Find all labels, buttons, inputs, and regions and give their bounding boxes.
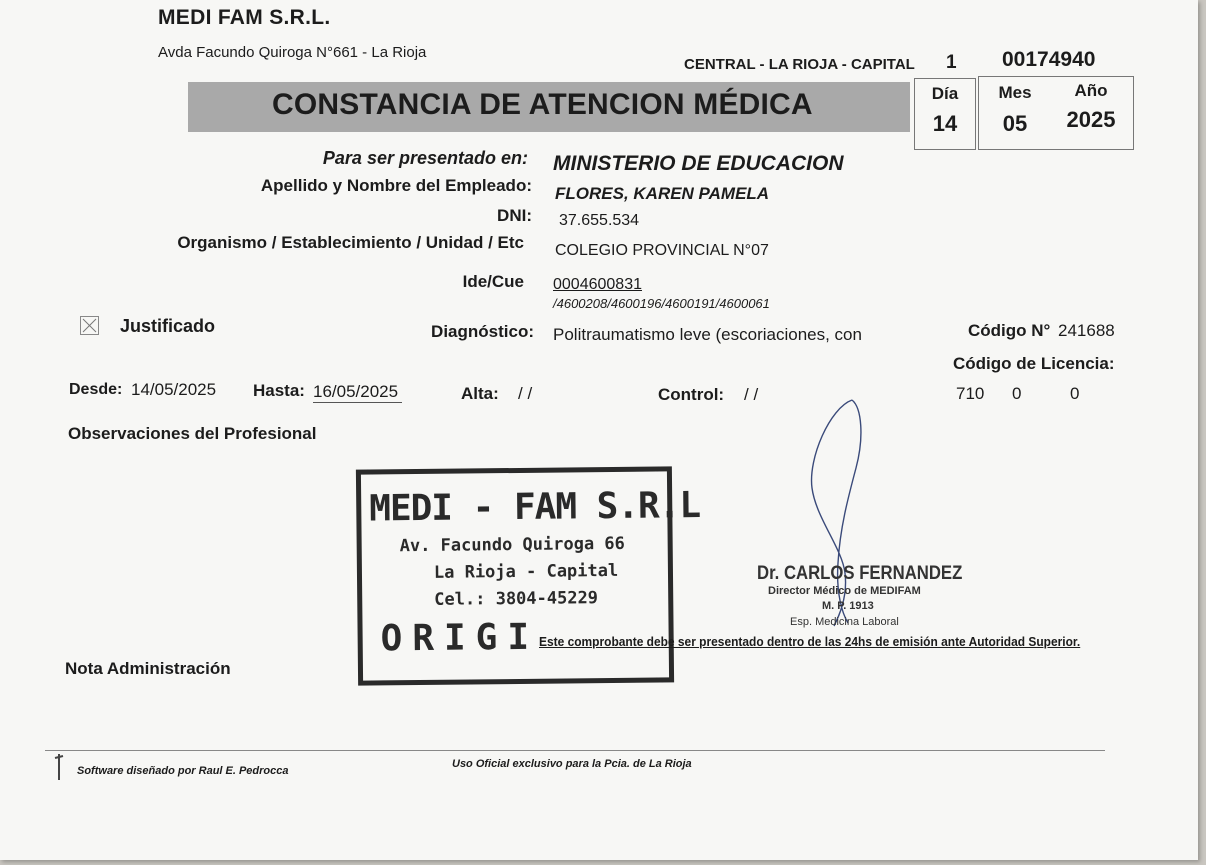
control-value: / / bbox=[744, 385, 759, 404]
alta-value: / / bbox=[518, 384, 533, 403]
license-value-1: 710 bbox=[956, 384, 985, 403]
document-number: 00174940 bbox=[1002, 48, 1096, 71]
day-box bbox=[914, 78, 976, 150]
month-year-box bbox=[978, 76, 1134, 150]
diagnosis-label: Diagnóstico: bbox=[431, 322, 534, 341]
presented-value: MINISTERIO DE EDUCACION bbox=[553, 152, 844, 175]
footer-divider bbox=[45, 750, 1105, 751]
stamp-line-2: Av. Facundo Quiroga 66 bbox=[399, 533, 625, 557]
company-name: MEDI FAM S.R.L. bbox=[158, 6, 331, 29]
control-label: Control: bbox=[658, 385, 725, 404]
month-value: 05 bbox=[1002, 111, 1028, 136]
software-credit: Software diseñado por Raul E. Pedrocca bbox=[77, 765, 289, 777]
dni-label: DNI: bbox=[497, 206, 532, 225]
diagnosis-value: Politraumatismo leve (escoriaciones, con bbox=[553, 325, 862, 344]
idecue-value: 0004600831 bbox=[553, 276, 642, 293]
idecue-extra: /4600208/4600196/4600191/4600061 bbox=[553, 296, 770, 311]
year-value: 2025 bbox=[1066, 107, 1116, 132]
dni-value: 37.655.534 bbox=[559, 212, 640, 229]
signer-role: Director Médico de MEDIFAM bbox=[768, 585, 921, 597]
signer-specialty: Esp. Medicina Laboral bbox=[790, 616, 899, 628]
stamp-line-3: La Rioja - Capital bbox=[433, 560, 619, 583]
day-label: Día bbox=[931, 84, 959, 103]
company-stamp bbox=[356, 466, 701, 685]
code-value: 241688 bbox=[1058, 321, 1115, 340]
stamp-line-1: MEDI - FAM S.R.L bbox=[369, 485, 701, 530]
branch-name: CENTRAL - LA RIOJA - CAPITAL bbox=[684, 56, 915, 73]
organization-label: Organismo / Establecimiento / Unidad / Etc bbox=[177, 233, 524, 252]
signer-license: M. P. 1913 bbox=[822, 600, 874, 612]
employee-label: Apellido y Nombre del Empleado: bbox=[260, 176, 532, 195]
license-label: Código de Licencia: bbox=[953, 354, 1115, 373]
checkbox-cross-icon bbox=[81, 317, 98, 334]
document-title: CONSTANCIA DE ATENCION MÉDICA bbox=[272, 88, 813, 121]
idecue-label: Ide/Cue bbox=[462, 272, 524, 291]
admin-note-label: Nota Administración bbox=[65, 659, 231, 678]
from-value: 14/05/2025 bbox=[131, 380, 217, 399]
signer-name: Dr. CARLOS FERNANDEZ bbox=[757, 563, 963, 584]
stamp-line-5: ORIGI bbox=[380, 616, 540, 660]
company-address: Avda Facundo Quiroga N°661 - La Rioja bbox=[158, 44, 427, 61]
justified-checkbox bbox=[80, 316, 99, 335]
employee-value: FLORES, KAREN PAMELA bbox=[555, 184, 770, 203]
alta-label: Alta: bbox=[461, 384, 499, 403]
presentation-notice: Este comprobante debe ser presentado dentro de las 24hs de emisión ante Autoridad Superior. bbox=[539, 634, 1081, 649]
justified-label: Justificado bbox=[120, 316, 216, 336]
month-label: Mes bbox=[998, 83, 1032, 102]
to-value: 16/05/2025 bbox=[313, 382, 402, 403]
license-value-2: 0 bbox=[1012, 384, 1022, 403]
stamp-line-4: Cel.: 3804-45229 bbox=[434, 588, 599, 610]
official-use-note: Uso Oficial exclusivo para la Pcia. de La Rioja bbox=[452, 758, 692, 770]
organization-value: COLEGIO PROVINCIAL N°07 bbox=[555, 242, 769, 259]
to-label: Hasta: bbox=[253, 381, 305, 400]
observations-label: Observaciones del Profesional bbox=[68, 424, 317, 443]
year-label: Año bbox=[1074, 81, 1108, 100]
from-label: Desde: bbox=[69, 381, 123, 398]
code-label: Código N° bbox=[968, 321, 1051, 340]
document-series: 1 bbox=[946, 52, 957, 73]
license-value-3: 0 bbox=[1070, 384, 1080, 403]
pen-icon bbox=[52, 752, 66, 782]
day-value: 14 bbox=[932, 111, 958, 136]
presented-label: Para ser presentado en: bbox=[322, 148, 528, 168]
